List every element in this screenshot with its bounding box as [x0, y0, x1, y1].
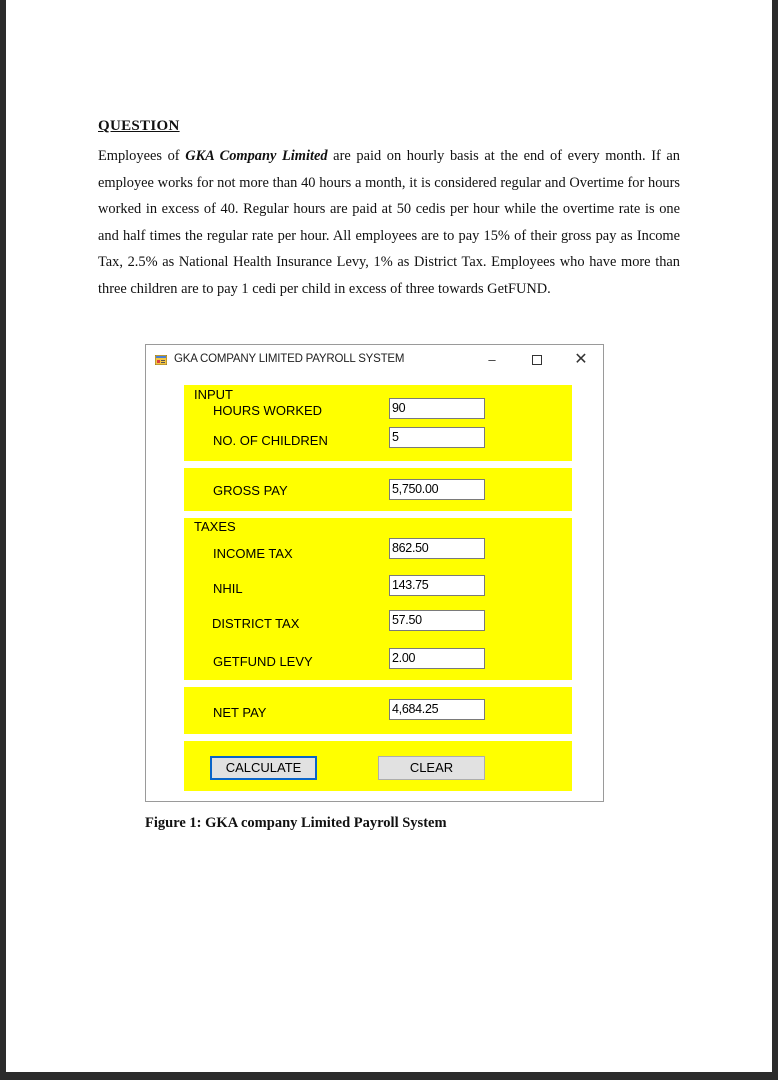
maximize-icon: [532, 355, 542, 365]
close-button[interactable]: ✕: [574, 351, 588, 368]
net-pay-field[interactable]: 4,684.25: [389, 699, 485, 720]
minimize-button[interactable]: –: [488, 352, 496, 367]
question-text-pre: Employees of: [98, 148, 186, 164]
title-bar[interactable]: [146, 345, 603, 375]
taxes-group-title: TAXES: [194, 519, 236, 534]
input-group-title: INPUT: [194, 387, 233, 402]
district-tax-field[interactable]: 57.50: [389, 610, 485, 631]
hours-worked-label: HOURS WORKED: [213, 403, 323, 418]
net-pay-label: NET PAY: [213, 705, 267, 720]
district-tax-label: DISTRICT TAX: [212, 616, 300, 631]
taxes-group: [184, 518, 572, 680]
company-name-emphasis: GKA Company Limited: [185, 148, 328, 164]
nhil-field[interactable]: 143.75: [389, 575, 485, 596]
document-page: [6, 0, 772, 1072]
clear-button[interactable]: CLEAR: [378, 756, 485, 780]
payroll-window: [145, 344, 604, 802]
input-group: [184, 385, 572, 461]
getfund-levy-field[interactable]: 2.00: [389, 648, 485, 669]
calculate-button[interactable]: CALCULATE: [210, 756, 317, 780]
question-text: [98, 143, 680, 302]
gross-pay-label: GROSS PAY: [213, 483, 288, 498]
question-text-post: are paid on hourly basis at the end of every month. If an employee works for not more than 40 hours a month, it is considered regular and Overtime for hours worked in excess of 40. Regular hours are paid at 50 cedis per hour while the overtime rate is one and half times the regular rate per hour. All employees are to pay 15% of their gross pay as Income Tax, 2.5% as National Health Insurance Levy, 1% as District Tax. Employees who have more than three children are to pay 1 cedi per child in excess of three towards GetFUND.: [98, 148, 680, 297]
getfund-levy-label: GETFUND LEVY: [213, 654, 313, 669]
app-form-icon: [155, 355, 167, 365]
window-title: GKA COMPANY LIMITED PAYROLL SYSTEM: [174, 353, 405, 365]
hours-worked-input[interactable]: 90: [389, 398, 485, 419]
maximize-button[interactable]: [522, 349, 552, 371]
income-tax-label: INCOME TAX: [213, 546, 293, 561]
button-group: [184, 741, 572, 791]
net-pay-group: [184, 687, 572, 734]
figure-caption: Figure 1: GKA company Limited Payroll System: [145, 815, 447, 831]
gross-pay-field[interactable]: 5,750.00: [389, 479, 485, 500]
nhil-label: NHIL: [213, 581, 243, 596]
children-input[interactable]: 5: [389, 427, 485, 448]
income-tax-field[interactable]: 862.50: [389, 538, 485, 559]
question-heading: QUESTION: [98, 118, 180, 134]
children-label: NO. OF CHILDREN: [213, 433, 328, 448]
gross-pay-group: [184, 468, 572, 511]
